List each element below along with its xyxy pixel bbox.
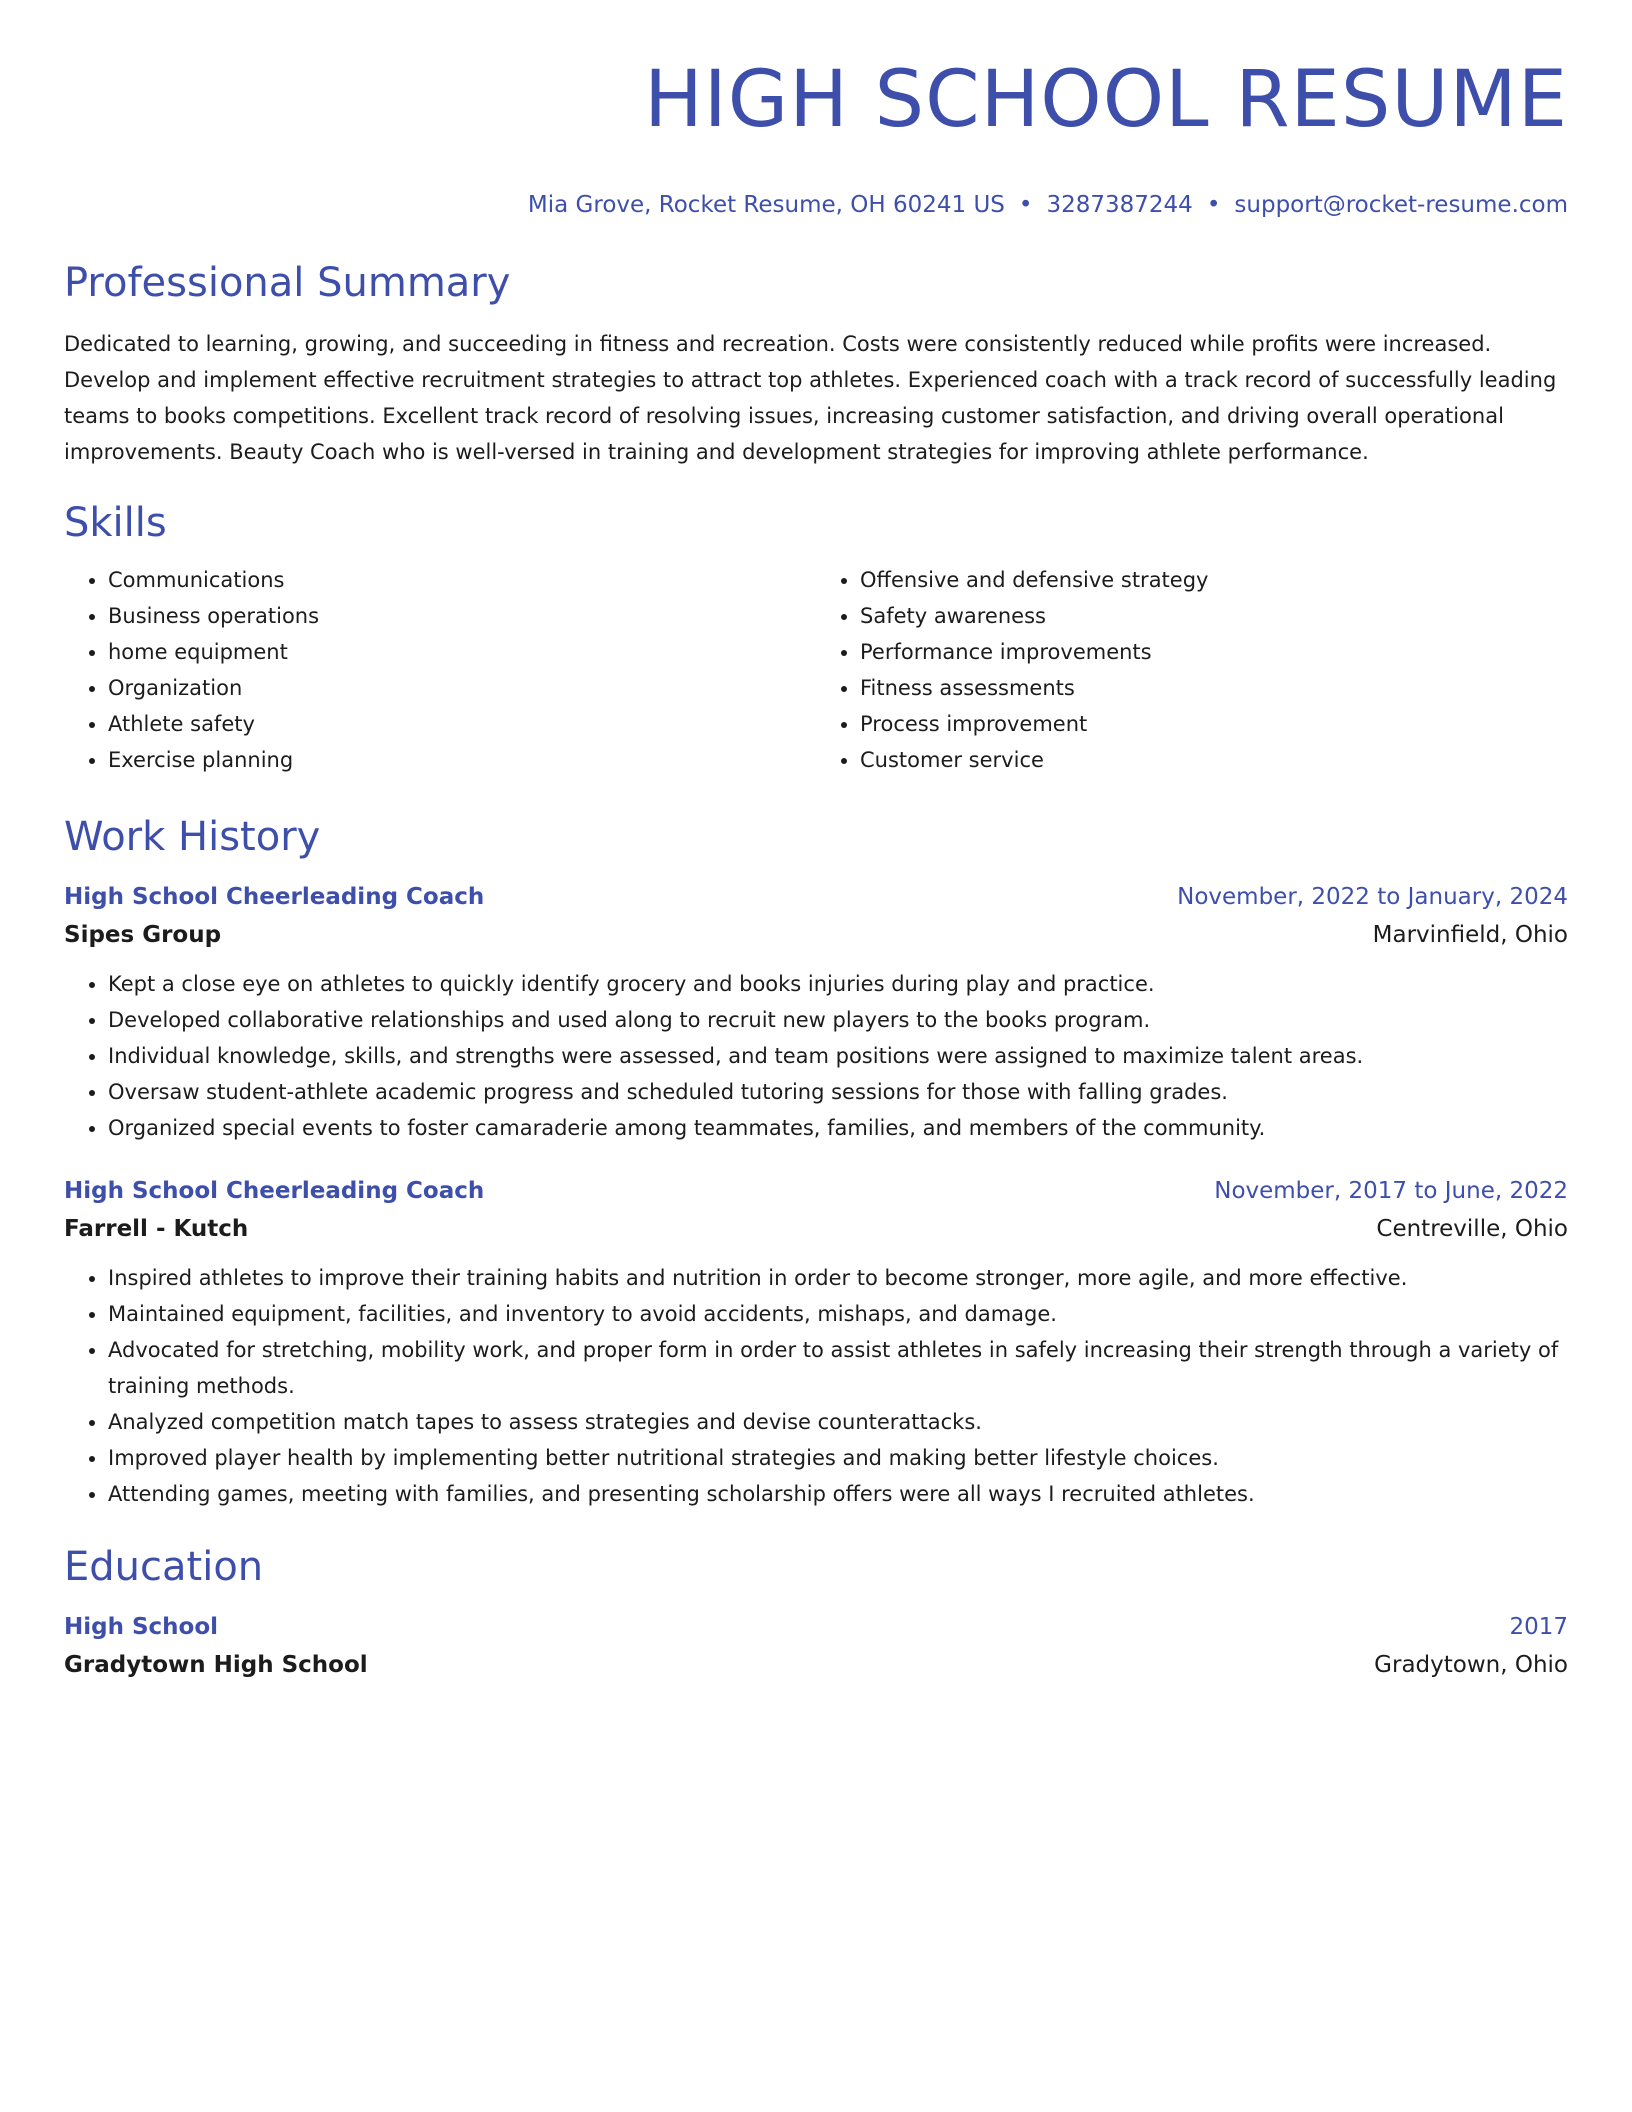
job-bullet: • Kept a close eye on athletes to quickly identify grocery and books injuries during play and practice. bbox=[108, 966, 1568, 1002]
skill-item: • Customer service bbox=[860, 742, 1568, 778]
job-bullets bbox=[64, 1260, 1568, 1512]
job-bullet: • Attending games, meeting with families, and presenting scholarship offers were all ways I recruited athletes. bbox=[108, 1476, 1568, 1512]
job-company: Farrell - Kutch bbox=[64, 1216, 249, 1242]
contact-separator: • bbox=[1018, 192, 1033, 218]
skills-section bbox=[64, 496, 1568, 778]
job-header-row bbox=[64, 1172, 1568, 1210]
skill-item: • home equipment bbox=[108, 634, 816, 670]
summary-heading: Professional Summary bbox=[64, 260, 511, 306]
education-section bbox=[64, 1540, 1568, 1684]
contact-address: Mia Grove, Rocket Resume, OH 60241 US bbox=[527, 192, 1005, 218]
job-bullet: • Analyzed competition match tapes to assess strategies and devise counterattacks. bbox=[108, 1404, 1568, 1440]
skill-item: • Process improvement bbox=[860, 706, 1568, 742]
job-location: Marvinfield, Ohio bbox=[1372, 922, 1568, 948]
job-bullet: • Oversaw student-athlete academic progress and scheduled tutoring sessions for those with falling grades. bbox=[108, 1074, 1568, 1110]
skill-item: • Performance improvements bbox=[860, 634, 1568, 670]
job-company-row bbox=[64, 916, 1568, 954]
skills-list-right bbox=[816, 562, 1568, 778]
contact-separator: • bbox=[1206, 192, 1221, 218]
resume-title: HIGH SCHOOL RESUME bbox=[644, 55, 1568, 145]
job-bullet: • Maintained equipment, facilities, and inventory to avoid accidents, mishaps, and damage. bbox=[108, 1296, 1568, 1332]
job-bullet: • Advocated for stretching, mobility work, and proper form in order to assist athletes in safely increasing their strength through a variety of training methods. bbox=[108, 1332, 1568, 1404]
summary-section bbox=[64, 256, 1568, 470]
education-heading: Education bbox=[64, 1544, 264, 1590]
summary-text: Dedicated to learning, growing, and succeeding in fitness and recreation. Costs were consistently reduced while profits were increased. Develop and implement effective recruitment strategies to attract top athletes. Experienced coach with a track record of successfully leading teams to books competitions. Excellent track record of resolving issues, increasing customer satisfaction, and driving overall operational improvements. Beauty Coach who is well-versed in training and development strategies for improving athlete performance. bbox=[64, 332, 1557, 464]
contact-email[interactable]: support@rocket-resume.com bbox=[1234, 192, 1568, 218]
skill-item: • Athlete safety bbox=[108, 706, 816, 742]
job-title: High School Cheerleading Coach bbox=[64, 884, 485, 910]
job-header-row bbox=[64, 878, 1568, 916]
skill-item: • Fitness assessments bbox=[860, 670, 1568, 706]
contact-line bbox=[64, 188, 1568, 222]
job-title: High School Cheerleading Coach bbox=[64, 1178, 485, 1204]
contact-phone: 3287387244 bbox=[1046, 192, 1193, 218]
education-school: Gradytown High School bbox=[64, 1652, 368, 1678]
education-header-row bbox=[64, 1608, 1568, 1646]
job-bullets bbox=[64, 966, 1568, 1146]
job-bullet: • Organized special events to foster camaraderie among teammates, families, and members of the community. bbox=[108, 1110, 1568, 1146]
skills-heading: Skills bbox=[64, 500, 167, 546]
skill-item: • Safety awareness bbox=[860, 598, 1568, 634]
job-dates: November, 2022 to January, 2024 bbox=[1177, 884, 1568, 910]
skill-item: • Offensive and defensive strategy bbox=[860, 562, 1568, 598]
skill-item: • Exercise planning bbox=[108, 742, 816, 778]
skill-item: • Communications bbox=[108, 562, 816, 598]
skills-columns bbox=[64, 562, 1568, 778]
skill-item: • Business operations bbox=[108, 598, 816, 634]
work-section bbox=[64, 810, 1568, 1512]
job-bullet: • Inspired athletes to improve their training habits and nutrition in order to become stronger, more agile, and more effective. bbox=[108, 1260, 1568, 1296]
education-school-row bbox=[64, 1646, 1568, 1684]
job-dates: November, 2017 to June, 2022 bbox=[1214, 1178, 1568, 1204]
job-bullet: • Developed collaborative relationships and used along to recruit new players to the books program. bbox=[108, 1002, 1568, 1038]
job-bullet: • Improved player health by implementing better nutritional strategies and making better lifestyle choices. bbox=[108, 1440, 1568, 1476]
education-location: Gradytown, Ohio bbox=[1374, 1652, 1568, 1678]
job-company: Sipes Group bbox=[64, 922, 222, 948]
job-bullet: • Individual knowledge, skills, and strengths were assessed, and team positions were assigned to maximize talent areas. bbox=[108, 1038, 1568, 1074]
education-entry bbox=[64, 1608, 1568, 1684]
skills-list-left bbox=[64, 562, 816, 778]
work-heading: Work History bbox=[64, 814, 321, 860]
job-entry bbox=[64, 878, 1568, 1146]
job-entry bbox=[64, 1172, 1568, 1512]
education-degree: High School bbox=[64, 1614, 219, 1640]
skill-item: • Organization bbox=[108, 670, 816, 706]
education-year: 2017 bbox=[1509, 1614, 1568, 1640]
job-location: Centreville, Ohio bbox=[1376, 1216, 1568, 1242]
job-company-row bbox=[64, 1210, 1568, 1248]
